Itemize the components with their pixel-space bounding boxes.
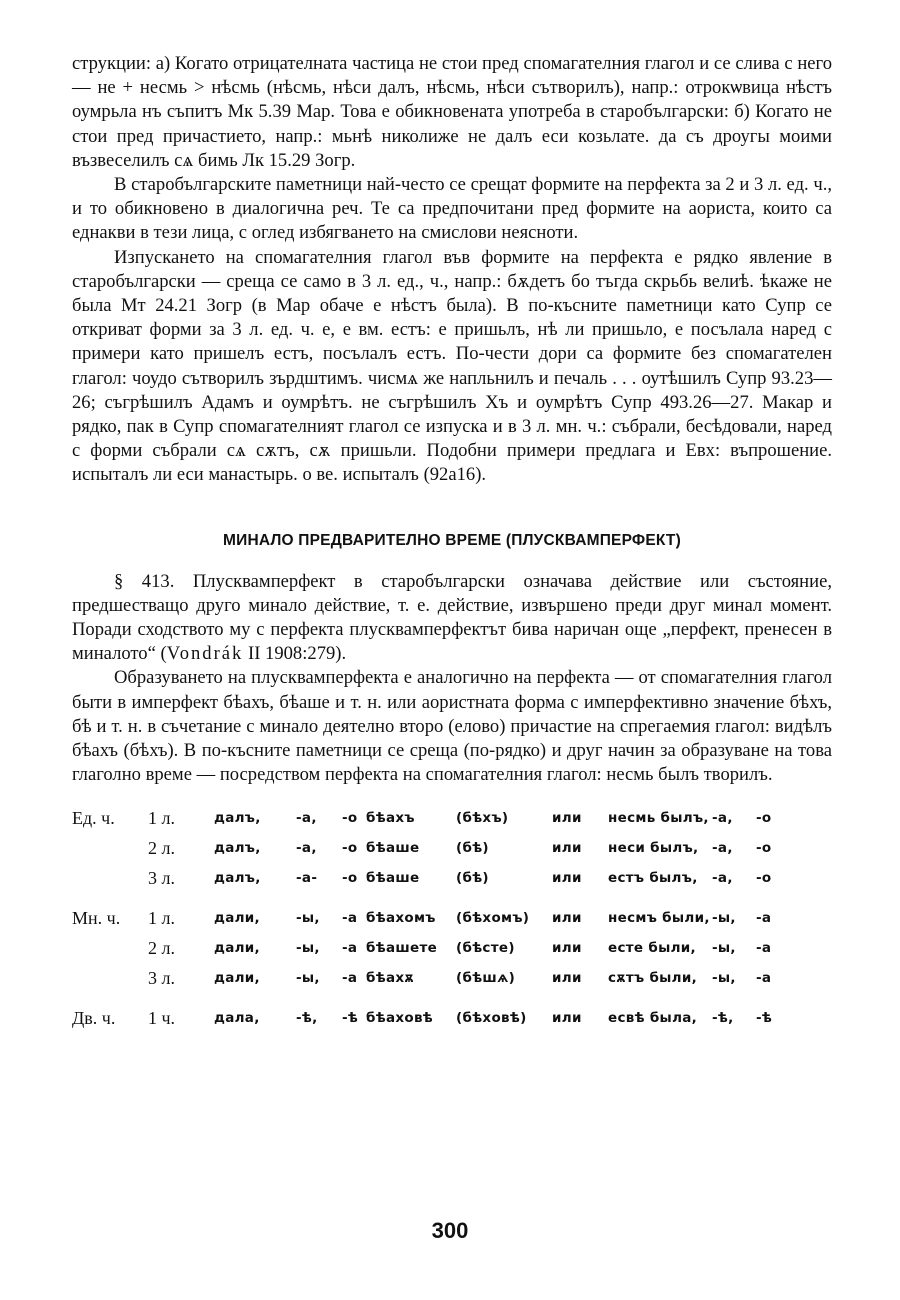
or-word: или — [552, 810, 582, 827]
participle-form: далъ, — [214, 870, 261, 887]
aorist-aux: (бѣшѧ) — [456, 970, 516, 987]
ending-fem: -а, — [712, 870, 733, 887]
ending-neut: -ѣ — [756, 1010, 773, 1027]
table-row — [72, 963, 786, 993]
imperfect-aux: бѣахъ — [366, 810, 415, 827]
perfect-aux: есвѣ была, — [608, 1010, 698, 1027]
ending-neut: -а — [756, 940, 772, 957]
person-label: 3 л. — [148, 967, 175, 988]
ending-fem: -ѣ, — [712, 1010, 734, 1027]
ending-neut: -ѣ — [342, 1010, 359, 1027]
number-label — [72, 933, 148, 963]
ending-fem: -ы, — [712, 910, 736, 927]
aorist-aux: (бѣховѣ) — [456, 1010, 527, 1027]
participle-form: дала, — [214, 1010, 260, 1027]
ending-neut: -а — [756, 910, 772, 927]
aorist-aux: (бѣхъ) — [456, 810, 509, 827]
section-paragraph-1 — [72, 570, 832, 667]
or-word: или — [552, 840, 582, 857]
section-paragraph-1-ref: II 1908:279). — [243, 643, 347, 665]
person-label: 1 л. — [148, 807, 175, 828]
ending-fem: -ы, — [296, 970, 320, 987]
aorist-aux: (бѣсте) — [456, 940, 515, 957]
ending-fem: -ѣ, — [296, 1010, 318, 1027]
ending-fem: -а, — [296, 840, 317, 857]
ending-fem: -ы, — [712, 970, 736, 987]
or-word: или — [552, 940, 582, 957]
imperfect-aux: бѣахѫ — [366, 970, 414, 987]
perfect-aux: неси былъ, — [608, 840, 699, 857]
row-gap — [72, 893, 786, 903]
ending-neut: -а — [342, 910, 358, 927]
imperfect-aux: бѣашете — [366, 940, 438, 957]
table-row — [72, 833, 786, 863]
aorist-aux: (бѣ) — [456, 840, 489, 857]
person-label: 2 л. — [148, 837, 175, 858]
participle-form: дали, — [214, 970, 260, 987]
author-name: Vondrák — [166, 643, 244, 665]
ending-fem: -а, — [296, 810, 317, 827]
ending-neut: -о — [756, 840, 772, 857]
number-label — [72, 863, 148, 893]
ending-neut: -а — [342, 940, 358, 957]
ending-neut: -о — [756, 870, 772, 887]
imperfect-aux: бѣахомъ — [366, 910, 436, 927]
section-paragraph-2: Образуването на плусквамперфекта е аналогично на перфекта — от спомагателния глагол быти в имперфект бѣахъ, бѣаше и т. н. или аористната форма с имперфективно значение бѣхъ, бѣ и т. н. в съчетание с минало деятелно второ (елово) причастие на спрегаемия глагол: видѣлъ бѣахъ (бѣхъ). В по-късните паметници се среща (по-рядко) и друг начин за образуване на това глаголно време — посредством перфекта на спомагателния глагол: несмь былъ творилъ. — [72, 667, 832, 786]
ending-neut: -о — [342, 840, 358, 857]
page-body — [72, 52, 832, 1033]
table-row — [72, 1003, 786, 1033]
person-label: 3 л. — [148, 867, 175, 888]
or-word: или — [552, 870, 582, 887]
or-word: или — [552, 1010, 582, 1027]
participle-form: дали, — [214, 940, 260, 957]
number-label — [72, 833, 148, 863]
or-word: или — [552, 970, 582, 987]
paragraph-1: струкции: а) Когато отрицателната частица не стои пред спомагателния глагол и се слива с него — не + несмь > нѣсмь (нѣсмь, нѣси далъ, нѣсмь, нѣси сътворилъ), напр.: отрокѡвица нѣстъ оумрьла нъ съпитъ Мк 5.39 Мар. Това е обикновената употреба в старобългарски: б) Когато не стои пред причастието, напр.: мьнѣ николиже не далъ еси козьлате. да съ дроугы моими възвеселилъ сѧ бимь Лк 15.29 Зогр. — [72, 53, 832, 171]
number-label: Ед. ч. — [72, 807, 115, 828]
perfect-aux: сѫтъ были, — [608, 970, 698, 987]
number-label: Мн. ч. — [72, 907, 121, 928]
ending-fem: -ы, — [296, 910, 320, 927]
perfect-aux: несмъ были, — [608, 910, 710, 927]
participle-form: далъ, — [214, 840, 261, 857]
table-row — [72, 903, 786, 933]
imperfect-aux: бѣаше — [366, 870, 420, 887]
ending-neut: -а — [756, 970, 772, 987]
ending-fem: -ы, — [712, 940, 736, 957]
table-row — [72, 933, 786, 963]
table-row — [72, 863, 786, 893]
perfect-aux: есте были, — [608, 940, 696, 957]
ending-neut: -о — [342, 810, 358, 827]
paragraph-3: Изпускането на спомагателния глагол във формите на перфекта е рядко явление в старобългарски — среща се само в 3 л. ед., ч., напр.: бѫдетъ бо тъгда скрьбь велиѣ. ѣкаже не была Мт 24.21 Зогр (в Мар обаче е нѣстъ была). В по-късните паметници като Супр се откриват форми за 3 л. ед. ч. е, е вм. естъ: е пришьлъ, нѣ ли пришьло, е посълала наред с примери като пришелъ естъ, посълалъ естъ. По-чести дори са формите без спомагателен глагол: чоудо сътворилъ зърдштимъ. чисмѧ же напльнилъ и печаль . . . оутѣшилъ Супр 93.23—26; съгрѣшилъ Адамъ и оумрѣтъ. не съгрѣшилъ Хъ и оумрѣтъ Супр 493.26—27. Макар и рядко, пак в Супр спомагателният глагол се изпуска и в 3 л. мн. ч.: събрали, бесѣдовали, наред с форми събрали сѧ сѫтъ, сѫ пришьли. Подобни примери предлага и Евх: въпрошение. испыталъ ли еси манастырь. о ве. испыталъ (92а16). — [72, 246, 832, 486]
page-number: 300 — [431, 1218, 469, 1243]
ending-neut: -о — [342, 870, 358, 887]
perfect-aux: несмь былъ, — [608, 810, 709, 827]
ending-fem: -а, — [712, 840, 733, 857]
person-label: 2 л. — [148, 937, 175, 958]
or-word: или — [552, 910, 582, 927]
ending-neut: -а — [342, 970, 358, 987]
person-label: 1 ч. — [148, 1007, 176, 1028]
section-paragraph-1-text: § 413. Плусквамперфект в старобългарски означава действие или състояние, предшестващо друго минало действие, т. е. действие, извършено преди друг минал момент. Поради сходството му с перфекта плусквамперфектът бива наричан още „перфект, пренесен в миналото“ ( — [72, 570, 832, 665]
aorist-aux: (бѣ) — [456, 870, 489, 887]
section-heading: МИНАЛО ПРЕДВАРИТЕЛНО ВРЕМЕ (ПЛУСКВАМПЕРФЕКТ) — [223, 531, 681, 549]
participle-form: далъ, — [214, 810, 261, 827]
imperfect-aux: бѣаховѣ — [366, 1010, 434, 1027]
person-label: 1 л. — [148, 907, 175, 928]
imperfect-aux: бѣаше — [366, 840, 420, 857]
row-gap — [72, 993, 786, 1003]
ending-fem: -а, — [712, 810, 733, 827]
ending-neut: -о — [756, 810, 772, 827]
paragraph-2: В старобългарските паметници най-често се срещат формите на перфекта за 2 и 3 л. ед. ч., и то обикновено в диалогична реч. Те са предпочитани пред формите на аориста, които са еднакви в тези лица, с оглед избягването на смислови неясноти. — [72, 174, 832, 244]
participle-form: дали, — [214, 910, 260, 927]
table-row — [72, 803, 786, 833]
aorist-aux: (бѣхомъ) — [456, 910, 530, 927]
perfect-aux: естъ былъ, — [608, 870, 698, 887]
ending-fem: -а- — [296, 870, 318, 887]
number-label — [72, 963, 148, 993]
number-label: Дв. ч. — [72, 1007, 116, 1028]
ending-fem: -ы, — [296, 940, 320, 957]
paradigm-table — [72, 803, 786, 1033]
